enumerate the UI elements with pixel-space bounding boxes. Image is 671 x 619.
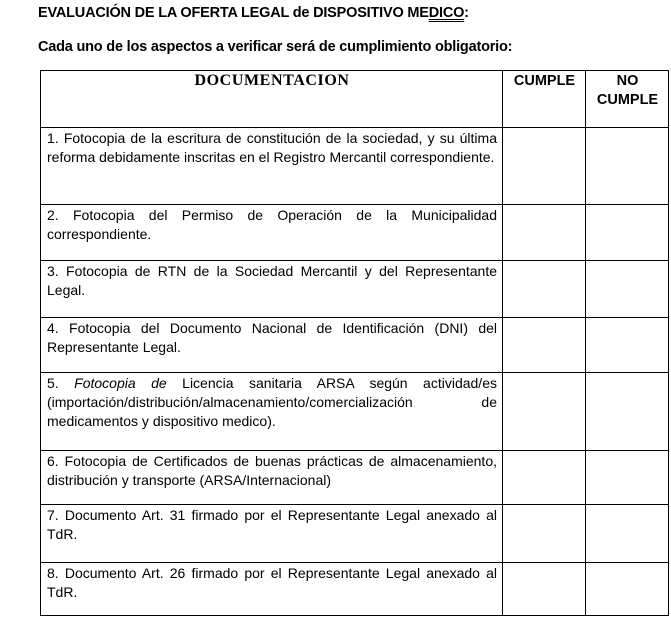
table-row [41, 373, 669, 451]
cumple-cell[interactable] [503, 451, 586, 505]
doc-text: 5. [47, 375, 75, 391]
page-subtitle: Cada uno de los aspectos a verificar será de cumplimiento obligatorio: [38, 39, 513, 55]
doc-text: Licencia sanitaria ARSA según actividad/es (importación/distribución/almacenamiento/comercialización de medicamentos y dispositivo medico). [47, 375, 497, 430]
page-title-underlined-text: DICO [428, 5, 465, 21]
table-row [41, 451, 669, 505]
doc-cell [41, 205, 503, 261]
cumple-cell[interactable] [503, 205, 586, 261]
no-cumple-cell[interactable] [586, 128, 669, 205]
table-row [41, 505, 669, 563]
doc-text: 4. Fotocopia del Documento Nacional de Identificación (DNI) del Representante Legal. [47, 320, 497, 356]
cumple-cell[interactable] [503, 261, 586, 318]
doc-text-italic: Fotocopia de [74, 375, 167, 391]
table-row [41, 205, 669, 261]
doc-text: 3. Fotocopia de RTN de la Sociedad Mercantil y del Representante Legal. [47, 263, 497, 299]
header-cumple: CUMPLE [503, 71, 586, 128]
no-cumple-cell[interactable] [586, 205, 669, 261]
no-cumple-cell[interactable] [586, 563, 669, 616]
doc-cell [41, 373, 503, 451]
no-cumple-cell[interactable] [586, 318, 669, 373]
no-cumple-cell[interactable] [586, 261, 669, 318]
table-header-row [41, 71, 669, 128]
cumple-cell[interactable] [503, 128, 586, 205]
doc-text: 8. Documento Art. 26 firmado por el Representante Legal anexado al TdR. [47, 565, 497, 601]
header-documentacion: DOCUMENTACION [41, 71, 503, 128]
doc-text: 7. Documento Art. 31 firmado por el Representante Legal anexado al TdR. [47, 507, 497, 543]
header-no-cumple: NO CUMPLE [586, 71, 669, 128]
doc-cell [41, 563, 503, 616]
doc-cell [41, 128, 503, 205]
doc-cell [41, 261, 503, 318]
table-row [41, 128, 669, 205]
evaluation-table [40, 70, 669, 616]
doc-text: 1. Fotocopia de la escritura de constitución de la sociedad, y su última reforma debidamente inscritas en el Registro Mercantil correspondiente. [47, 130, 497, 166]
no-cumple-cell[interactable] [586, 451, 669, 505]
cumple-cell[interactable] [503, 505, 586, 563]
page-title-text: EVALUACIÓN DE LA OFERTA LEGAL de DISPOSITIVO ME [38, 5, 429, 21]
doc-cell [41, 505, 503, 563]
doc-cell [41, 318, 503, 373]
page-title [38, 5, 671, 21]
table-row [41, 318, 669, 373]
page-title-colon: : [464, 5, 469, 21]
doc-cell [41, 451, 503, 505]
doc-text: 6. Fotocopia de Certificados de buenas prácticas de almacenamiento, distribución y transporte (ARSA/Internacional) [47, 453, 497, 489]
table-row [41, 261, 669, 318]
cumple-cell[interactable] [503, 373, 586, 451]
no-cumple-cell[interactable] [586, 505, 669, 563]
table-row [41, 563, 669, 616]
cumple-cell[interactable] [503, 318, 586, 373]
no-cumple-cell[interactable] [586, 373, 669, 451]
doc-text: 2. Fotocopia del Permiso de Operación de la Municipalidad correspondiente. [47, 207, 497, 243]
cumple-cell[interactable] [503, 563, 586, 616]
